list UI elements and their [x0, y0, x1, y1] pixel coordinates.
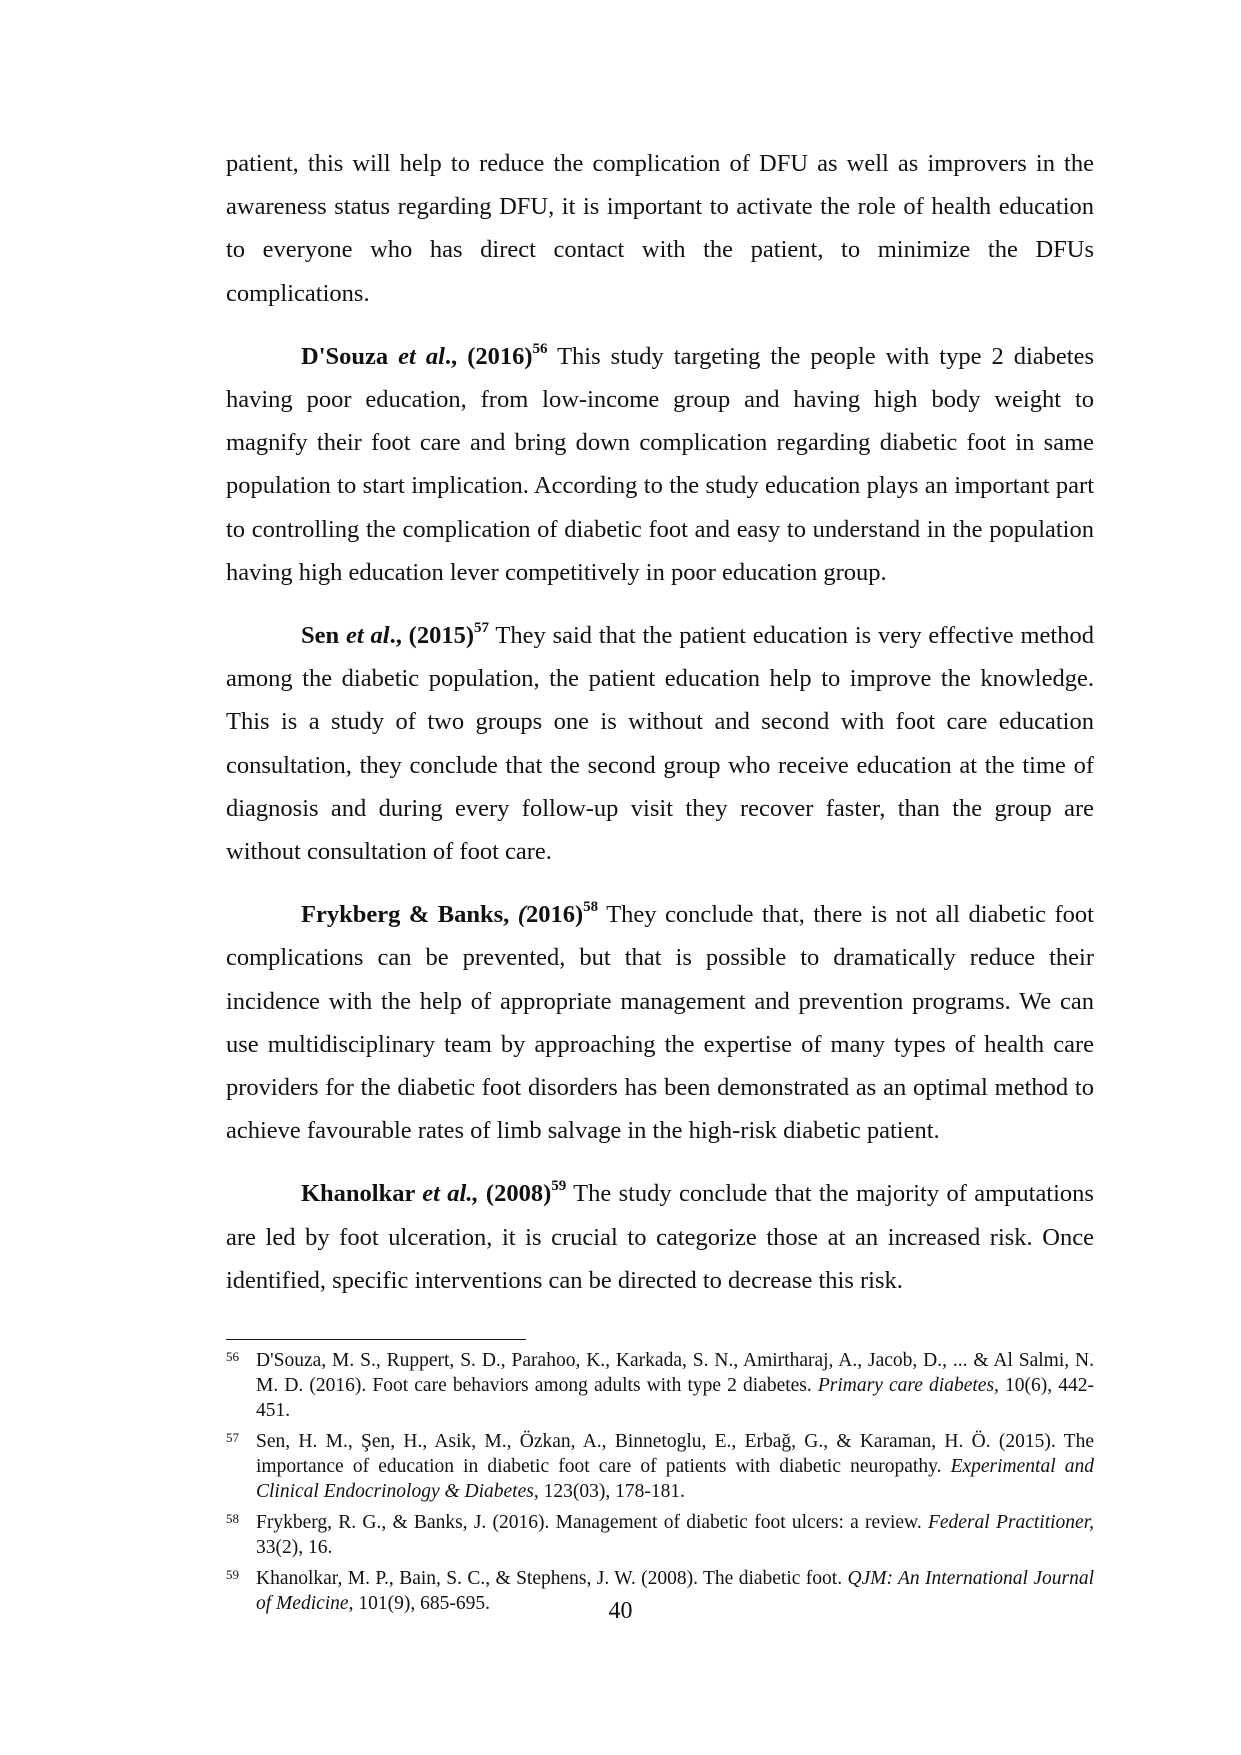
- footnote-number: 59: [226, 1567, 239, 1582]
- footnote-journal: Experimental and Clinical Endocrinology & Diabetes: [256, 1456, 1094, 1502]
- page-number: 40: [608, 1598, 633, 1624]
- footnote-56: [226, 1348, 1094, 1423]
- footnote-number: 58: [226, 1511, 239, 1526]
- footnote-text: Khanolkar, M. P., Bain, S. C., & Stephens, J. W. (2008). The diabetic foot.: [256, 1568, 848, 1589]
- paragraph-text: They said that the patient education is very effective method among the diabetic population, the patient education help to improve the knowledge. This is a study of two groups one is without and second with foot care education consultation, they conclude that the second group who receive education at the time of diagnosis and during every follow-up visit they recover faster, than the group are without consultation of foot care.: [226, 622, 1094, 866]
- paragraph-text: The study conclude that the majority of amputations are led by foot ulceration, it is crucial to categorize those at an increased risk. Once identified, specific interventions can be directed to decrease this risk.: [226, 1180, 1094, 1294]
- paragraph-text: This study targeting the people with type 2 diabetes having poor education, from low-income group and having high body weight to magnify their foot care and bring down complication regarding diabetic foot in same population to start implication. According to the study education plays an important part to controlling the complication of diabetic foot and easy to understand in the population having high education lever competitively in poor education group.: [226, 342, 1094, 586]
- paragraph-text: They conclude that, there is not all diabetic foot complications can be prevented, but that is possible to dramatically reduce their incidence with the help of appropriate management and prevention programs. We can use multidisciplinary team by approaching the expertise of many types of health care providers for the diabetic foot disorders has been demonstrated as an optimal method to achieve favourable rates of limb salvage in the high-risk diabetic patient.: [226, 901, 1094, 1145]
- footnotes: [226, 1348, 1094, 1622]
- citation-author: Frykberg & Banks,: [301, 901, 518, 929]
- citation-etal: et al: [345, 622, 390, 650]
- footnote-text: D'Souza, M. S., Ruppert, S. D., Parahoo, K., Karkada, S. N., Amirtharaj, A., Jacob, D., ... & Al Salmi, N. M. D. (2016). Foot care behaviors among adults with type 2 diabetes.: [256, 1350, 1094, 1396]
- footnote-tail: 10(6), 442-451.: [256, 1375, 1094, 1421]
- footnote-number: 57: [226, 1430, 239, 1445]
- footnote-tail: 33(2), 16.: [256, 1537, 333, 1558]
- body-text: [226, 142, 1094, 1322]
- paragraph-khanolkar: [226, 1172, 1094, 1302]
- footnote-tail: 101(9), 685-695.: [353, 1593, 490, 1614]
- footnote-journal: Federal Practitioner,: [927, 1512, 1094, 1533]
- footnote-text: Sen, H. M., Şen, H., Asik, M., Özkan, A., Binnetoglu, E., Erbağ, G., & Karaman, H. Ö. (2015). The importance of education in diabetic foot care of patients with diabetic neuropathy.: [256, 1431, 1094, 1477]
- reference-marker: 56: [532, 340, 548, 357]
- citation-year: ., (2016): [444, 342, 533, 370]
- footnote-58: [226, 1510, 1094, 1560]
- paragraph-sen: [226, 614, 1094, 873]
- footnote-number: 56: [226, 1349, 239, 1364]
- paragraph-text: patient, this will help to reduce the complication of DFU as well as improvers in the awareness status regarding DFU, it is important to activate the role of health education to everyone who has direct contact with the patient, to minimize the DFUs complications.: [226, 150, 1094, 307]
- citation-author: D'Souza: [301, 342, 399, 370]
- citation-author: Khanolkar: [301, 1180, 423, 1208]
- footnote-separator: [226, 1339, 526, 1340]
- reference-marker: 57: [474, 620, 489, 637]
- reference-marker: 59: [551, 1178, 567, 1195]
- footnote-57: [226, 1429, 1094, 1504]
- reference-marker: 58: [583, 899, 599, 916]
- footnote-text: Frykberg, R. G., & Banks, J. (2016). Management of diabetic foot ulcers: a review.: [256, 1512, 928, 1533]
- citation-year: 2016): [525, 901, 584, 929]
- citation-author: Sen: [301, 622, 346, 650]
- footnote-journal: QJM: An International Journal of Medicine,: [256, 1568, 1094, 1614]
- citation-etal: et al.,: [422, 1180, 479, 1208]
- paragraph-dsouza: [226, 335, 1094, 594]
- paragraph-frykberg: [226, 893, 1094, 1152]
- citation-year: (2008): [478, 1180, 552, 1208]
- citation-etal: et al: [398, 342, 445, 370]
- footnote-tail: , 123(03), 178-181.: [533, 1481, 685, 1502]
- footnote-journal: Primary care diabetes,: [817, 1375, 999, 1396]
- paragraph-intro: [226, 142, 1094, 315]
- citation-paren: (: [517, 901, 526, 929]
- citation-year: ., (2015): [389, 622, 474, 650]
